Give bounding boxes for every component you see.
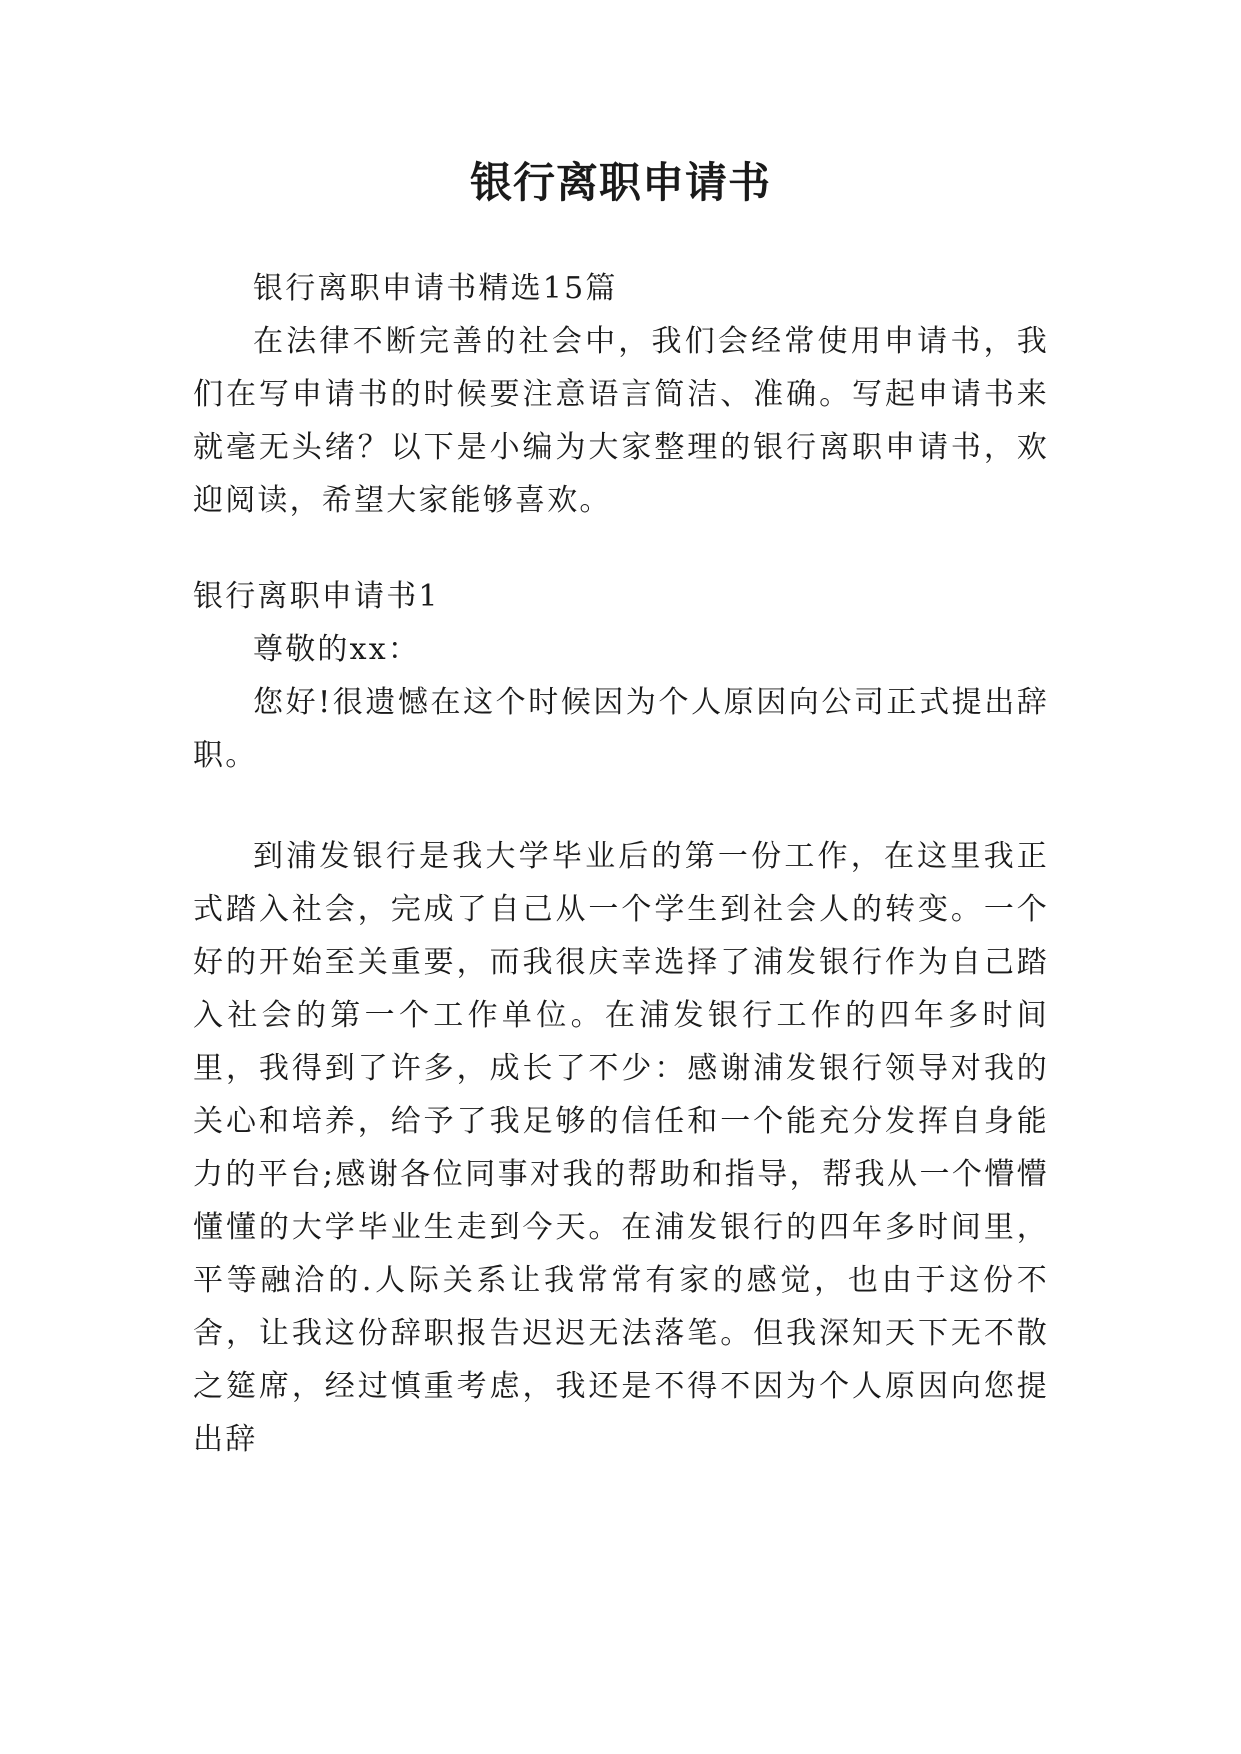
page-title: 银行离职申请书: [469, 158, 771, 207]
salutation: 尊敬的xx：: [253, 632, 421, 667]
body-paragraph: 到浦发银行是我大学毕业后的第一份工作，在这里我正式踏入社会，完成了自己从一个学生到社会人的转变。一个好的开始至关重要，而我很庆幸选择了浦发银行作为自己踏入社会的第一个工作单位。在浦发银行工作的四年多时间里，我得到了许多，成长了不少：感谢浦发银行领导对我的关心和培养，给予了我足够的信任和一个能充分发挥自身能力的平台;感谢各位同事对我的帮助和指导，帮我从一个懵懵懂懂的大学毕业生走到今天。在浦发银行的四年多时间里，平等融洽的.人际关系让我常常有家的感觉，也由于这份不舍，让我这份辞职报告迟迟无法落笔。但我深知天下无不散之筵席，经过慎重考虑，我还是不得不因为个人原因向您提出辞: [193, 839, 1049, 1457]
section-heading: 银行离职申请书1: [193, 579, 440, 614]
letter-block: [193, 570, 1049, 782]
subtitle-line: 银行离职申请书精选15篇: [253, 271, 618, 306]
greeting-paragraph: 您好!很遗憾在这个时候因为个人原因向公司正式提出辞职。: [193, 685, 1049, 773]
main-block: [193, 830, 1049, 1466]
intro-block: [193, 262, 1049, 527]
intro-paragraph: 在法律不断完善的社会中，我们会经常使用申请书，我们在写申请书的时候要注意语言简洁、准确。写起申请书来就毫无头绪？以下是小编为大家整理的银行离职申请书，欢迎阅读，希望大家能够喜欢。: [193, 324, 1049, 518]
